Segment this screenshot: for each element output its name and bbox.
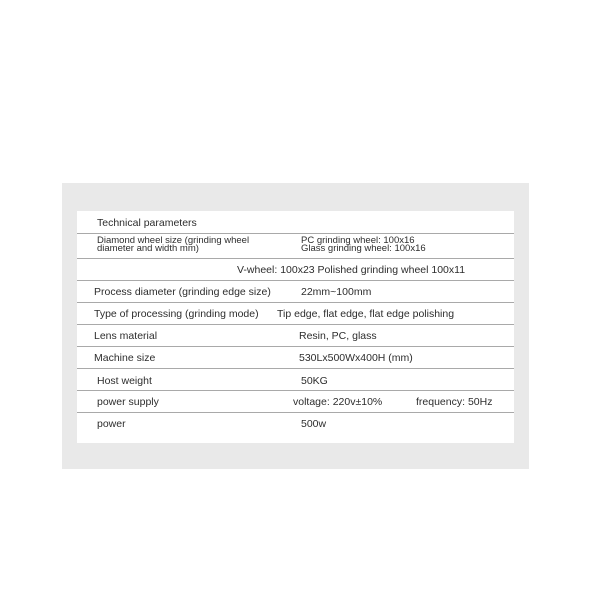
row-value-line2: Glass grinding wheel: 100x16	[301, 243, 426, 254]
table-row	[77, 413, 514, 443]
row-label: Process diameter (grinding edge size)	[94, 286, 271, 298]
row-label: power supply	[97, 396, 159, 408]
row-label: Host weight	[97, 375, 152, 387]
row-value: V-wheel: 100x23 Polished grinding wheel 100x11	[237, 264, 466, 276]
row-value: 500w	[301, 418, 327, 430]
row-value: voltage: 220v±10%	[293, 396, 383, 408]
row-value: 22mm~100mm	[301, 286, 372, 298]
table-title: Technical parameters	[97, 217, 197, 229]
table-row	[77, 234, 514, 259]
row-value: 530Lx500Wx400H (mm)	[299, 352, 413, 364]
table-row	[77, 391, 514, 413]
row-label-line2: diameter and width mm)	[97, 243, 199, 254]
table-title-row	[77, 211, 514, 234]
table-row	[77, 325, 514, 347]
table-row	[77, 347, 514, 369]
row-value: Tip edge, flat edge, flat edge polishing	[277, 308, 455, 320]
row-value: 50KG	[301, 375, 328, 387]
row-label: Type of processing (grinding mode)	[94, 308, 259, 320]
table-row	[77, 259, 514, 281]
row-label: Machine size	[94, 352, 156, 364]
row-value: Resin, PC, glass	[299, 330, 377, 342]
table-row	[77, 281, 514, 303]
spec-panel	[62, 183, 529, 469]
row-value-frequency: frequency: 50Hz	[416, 396, 493, 408]
table-row	[77, 369, 514, 391]
row-value-line1: PC grinding wheel: 100x16	[301, 235, 415, 246]
technical-parameters-table	[77, 211, 514, 443]
row-label: Lens material	[94, 330, 158, 342]
row-label: power	[97, 418, 126, 430]
table-row	[77, 303, 514, 325]
row-label-line1: Diamond wheel size (grinding wheel	[97, 235, 250, 246]
